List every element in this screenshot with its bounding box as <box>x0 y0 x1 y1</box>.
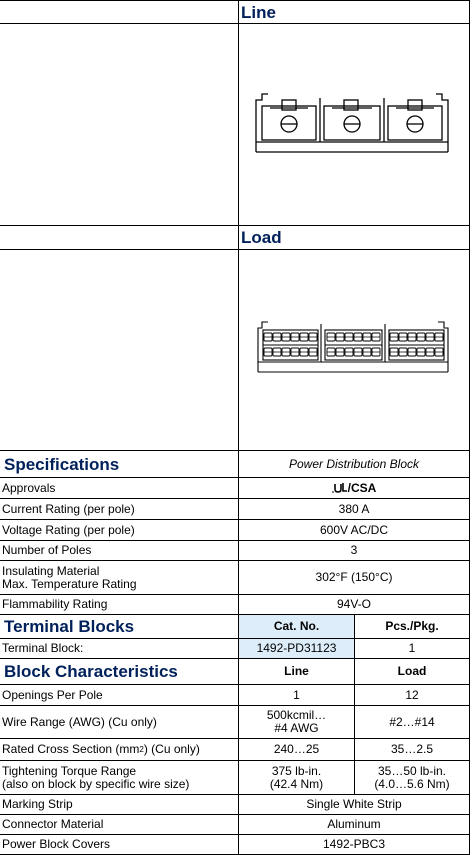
load-col-header: Load <box>397 664 427 678</box>
line-col-header: Line <box>284 664 309 678</box>
power-block-covers-value[interactable]: 1492-PBC3 <box>322 837 386 851</box>
wire-range-line <box>239 706 354 738</box>
connector-material-label: Connector Material <box>2 817 104 831</box>
wire-range-line-2: #4 AWG <box>274 721 319 735</box>
number-of-poles-value: 3 <box>350 543 358 557</box>
terminal-blocks-title: Terminal Blocks <box>4 617 135 636</box>
flammability-label: Flammability Rating <box>2 597 108 611</box>
current-rating-label: Current Rating (per pole) <box>2 501 135 516</box>
marking-strip-value: Single White Strip <box>306 797 402 811</box>
rated-cross-section-label <box>0 739 238 760</box>
voltage-rating-value: 600V AC/DC <box>319 522 389 537</box>
pcs-pkg-header: Pcs./Pkg. <box>385 619 439 633</box>
torque-load-1: 35…50 lb-in. <box>377 763 447 778</box>
product-type: Power Distribution Block <box>288 456 420 471</box>
openings-per-pole-label: Openings Per Pole <box>2 687 103 702</box>
approvals-label: Approvals <box>2 480 56 495</box>
torque-load-2: (4.0…5.6 Nm) <box>374 776 450 791</box>
line-section-title: Line <box>241 2 276 22</box>
current-rating-value: 380 A <box>338 501 370 516</box>
torque-line <box>239 761 354 794</box>
terminal-block-label: Terminal Block: <box>2 641 84 655</box>
approvals-value <box>239 478 469 498</box>
max-temperature-value: 302°F (150°C) <box>315 570 393 584</box>
marking-strip-label: Marking Strip <box>2 797 73 811</box>
power-block-covers-label: Power Block Covers <box>2 837 111 851</box>
cross-section-load: 35…2.5 <box>390 742 434 756</box>
rated-cross-section-pre: Rated Cross Section (mm <box>2 742 140 756</box>
torque-line-2: (42.4 Nm) <box>269 776 324 791</box>
wire-range-label: Wire Range (AWG) (Cu only) <box>2 714 157 729</box>
line-terminal-block-diagram <box>250 92 454 154</box>
openings-load: 12 <box>405 687 419 702</box>
load-terminal-block-diagram <box>254 318 452 374</box>
flammability-value: 94V-O <box>336 597 372 611</box>
tightening-torque-line1: Tightening Torque Range <box>2 763 137 778</box>
approvals-csa: /CSA <box>347 480 377 495</box>
torque-load <box>355 761 469 794</box>
load-section-title: Load <box>241 228 282 247</box>
connector-material-value: Aluminum <box>327 817 381 831</box>
openings-line: 1 <box>293 687 300 702</box>
terminal-block-cat-no[interactable]: 1492-PD31123 <box>239 639 354 658</box>
number-of-poles-label: Number of Poles <box>2 543 92 557</box>
specifications-title: Specifications <box>4 454 120 474</box>
block-characteristics-title: Block Characteristics <box>4 662 178 681</box>
tightening-torque-label <box>0 761 238 794</box>
insulating-material-label <box>0 561 238 594</box>
cat-no-header: Cat. No. <box>239 615 354 638</box>
rated-cross-section-post: ) (Cu only) <box>143 742 200 756</box>
wire-range-line-1: 500kcmil… <box>266 708 327 722</box>
insulating-material-line1: Insulating Material <box>2 563 100 578</box>
voltage-rating-label: Voltage Rating (per pole) <box>2 522 135 537</box>
cul-us-mark-icon <box>332 482 348 494</box>
tightening-torque-line2: (also on block by specific wire size) <box>2 776 190 791</box>
rated-cross-section-sup: 2 <box>139 744 144 754</box>
terminal-block-pcs: 1 <box>408 641 416 655</box>
cross-section-line: 240…25 <box>273 742 320 756</box>
svg-text:c: c <box>331 489 334 494</box>
wire-range-load: #2…#14 <box>389 714 435 729</box>
torque-line-1: 375 lb-in. <box>271 763 322 778</box>
insulating-material-line2: Max. Temperature Rating <box>2 576 137 591</box>
